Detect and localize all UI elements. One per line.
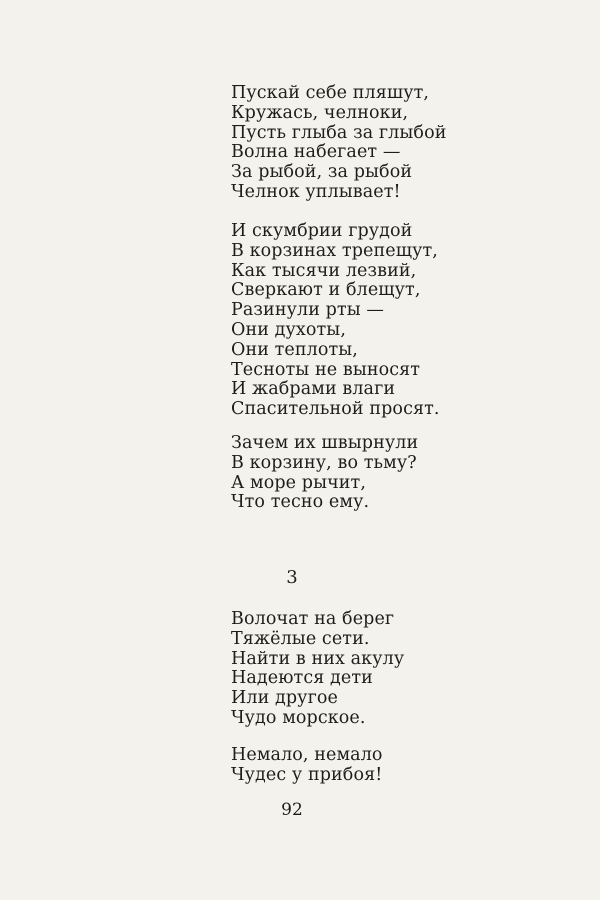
poem-line: За рыбой, за рыбой xyxy=(231,162,413,183)
poem-line: Зачем их швырнули xyxy=(231,433,419,453)
poem-line: Что тесно ему. xyxy=(231,492,370,513)
poem-line: И жабрами влаги xyxy=(231,379,396,400)
stanza xyxy=(231,222,440,420)
poem-line: Надеются дети xyxy=(231,668,373,689)
poem-line: Тяжёлые сети. xyxy=(231,628,370,649)
poem-line: Кружась, челноки, xyxy=(231,102,409,123)
poem-line: Пускай себе пляшут, xyxy=(231,83,430,103)
poem-line: Челнок уплывает! xyxy=(231,181,401,202)
poem-line: Тесноты не выносят xyxy=(231,359,421,380)
poem-line: Сверкают и блещут, xyxy=(231,280,421,301)
poem-line: Спасительной просят. xyxy=(231,399,440,420)
poem-line: Пусть глыба за глыбой xyxy=(231,122,447,143)
poem-line: Найти в них акулу xyxy=(231,648,405,669)
poem-line: Они духоты, xyxy=(231,319,346,340)
poem-line: Они теплоты, xyxy=(231,339,358,360)
poem-line: А море рычит, xyxy=(231,472,366,493)
poem-line: Разинули рты — xyxy=(231,300,384,321)
stanza xyxy=(231,746,383,786)
poem-line: Или другое xyxy=(231,688,338,709)
stanza xyxy=(231,610,404,729)
section-number: 3 xyxy=(286,567,298,588)
poem-line: Немало, немало xyxy=(231,745,383,765)
stanza xyxy=(231,434,418,513)
poem-line: В корзинах трепещут, xyxy=(231,240,438,261)
poem-line: Чудо морское. xyxy=(231,707,366,728)
poem-line: Волна набегает — xyxy=(231,142,401,163)
poem-line: Чудес у прибоя! xyxy=(231,764,383,785)
poem-line: В корзину, во тьму? xyxy=(231,452,417,473)
page-number: 92 xyxy=(281,800,303,820)
poem-line: И скумбрии грудой xyxy=(231,221,413,241)
poem-line: Как тысячи лезвий, xyxy=(231,260,417,281)
stanza xyxy=(231,84,446,203)
poem-line: Волочат на берег xyxy=(231,609,395,629)
